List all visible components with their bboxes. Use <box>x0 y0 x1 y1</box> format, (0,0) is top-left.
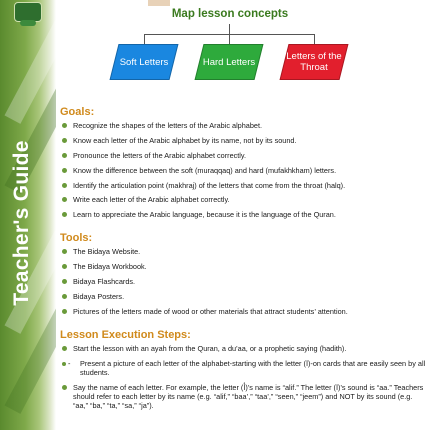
steps-list <box>60 344 426 411</box>
bullet-icon <box>62 346 67 351</box>
list-item: Know each letter of the Arabic alphabet by its name, not by its sound. <box>60 136 426 145</box>
list-item: Know the difference between the soft (muraqqaq) and hard (mufakhkham) letters. <box>60 166 426 175</box>
list-item: The Bidaya Workbook. <box>60 262 426 271</box>
bullet-icon <box>62 385 67 390</box>
bidaya-logo <box>14 2 42 22</box>
concept-box-hard-letters <box>199 44 259 80</box>
list-item: Bidaya Flashcards. <box>60 277 426 286</box>
connector-throat <box>314 34 315 44</box>
list-item: Write each letter of the Arabic alphabet correctly. <box>60 195 426 204</box>
concept-box-label: Letters of the Throat <box>286 51 342 73</box>
list-item: Pictures of the letters made of wood or other materials that attract students’ attention. <box>60 307 426 316</box>
list-item: Start the lesson with an ayah from the Quran, a du’aa, or a prophetic saying (hadith). <box>60 344 426 353</box>
tools-list <box>60 247 426 316</box>
bullet-icon <box>62 183 67 188</box>
list-item: Learn to appreciate the Arabic language, because it is the language of the Quran. <box>60 210 426 219</box>
bullet-icon <box>62 197 67 202</box>
logo-badge <box>20 20 36 26</box>
bullet-icon <box>62 249 67 254</box>
list-item: Identify the articulation point (makhraj) of the letters that come from the throat (halq). <box>60 181 426 190</box>
bullet-icon <box>62 123 67 128</box>
list-item: The Bidaya Website. <box>60 247 426 256</box>
lesson-content <box>60 106 426 416</box>
bullet-icon <box>62 294 67 299</box>
connector-vertical <box>229 24 230 34</box>
tools-heading: Tools: <box>60 232 93 245</box>
sidebar-title-wrap <box>2 140 42 306</box>
concept-box-soft-letters <box>114 44 174 80</box>
concept-box-label: Hard Letters <box>202 56 256 68</box>
bullet-icon <box>62 153 67 158</box>
bullet-icon <box>62 362 66 366</box>
goals-list <box>60 121 426 220</box>
steps-heading: Lesson Execution Steps: <box>60 328 191 341</box>
list-item: Pronounce the letters of the Arabic alphabet correctly. <box>60 151 426 160</box>
concept-box-throat-letters <box>284 44 344 80</box>
bullet-icon <box>62 279 67 284</box>
bullet-icon <box>62 264 67 269</box>
list-item: Recognize the shapes of the letters of the Arabic alphabet. <box>60 121 426 130</box>
bullet-icon <box>62 138 67 143</box>
bullet-icon <box>62 168 67 173</box>
bullet-icon <box>62 309 67 314</box>
concept-box-label: Soft Letters <box>119 56 169 68</box>
sidebar-band <box>0 0 56 430</box>
list-item: Bidaya Posters. <box>60 292 426 301</box>
list-item: - Present a picture of each letter of the alphabet-starting with the letter (ا)-on cards that are easily seen by all students. <box>60 359 426 377</box>
list-item: Say the name of each letter. For example, the letter (أ)’s name is “alif.” The letter (ا)’s sound is “aa.” Teachers should refer to each letter by its name (e.g. “alif,” “baa’,” “taa’,” “seen,” “jeem”) and NOT by its sound (e.g. “aa,” “ba,” “ta,” “sa,” “ja”). <box>60 383 426 411</box>
bullet-icon <box>62 212 67 217</box>
connector-soft <box>144 34 145 44</box>
sidebar-title: Teacher's Guide <box>10 140 33 306</box>
goals-heading: Goals: <box>60 106 95 118</box>
concept-map-title: Map lesson concepts <box>171 8 289 20</box>
connector-hard <box>229 34 230 44</box>
dash-mark: - <box>68 358 71 368</box>
top-tab-decoration <box>148 0 170 6</box>
